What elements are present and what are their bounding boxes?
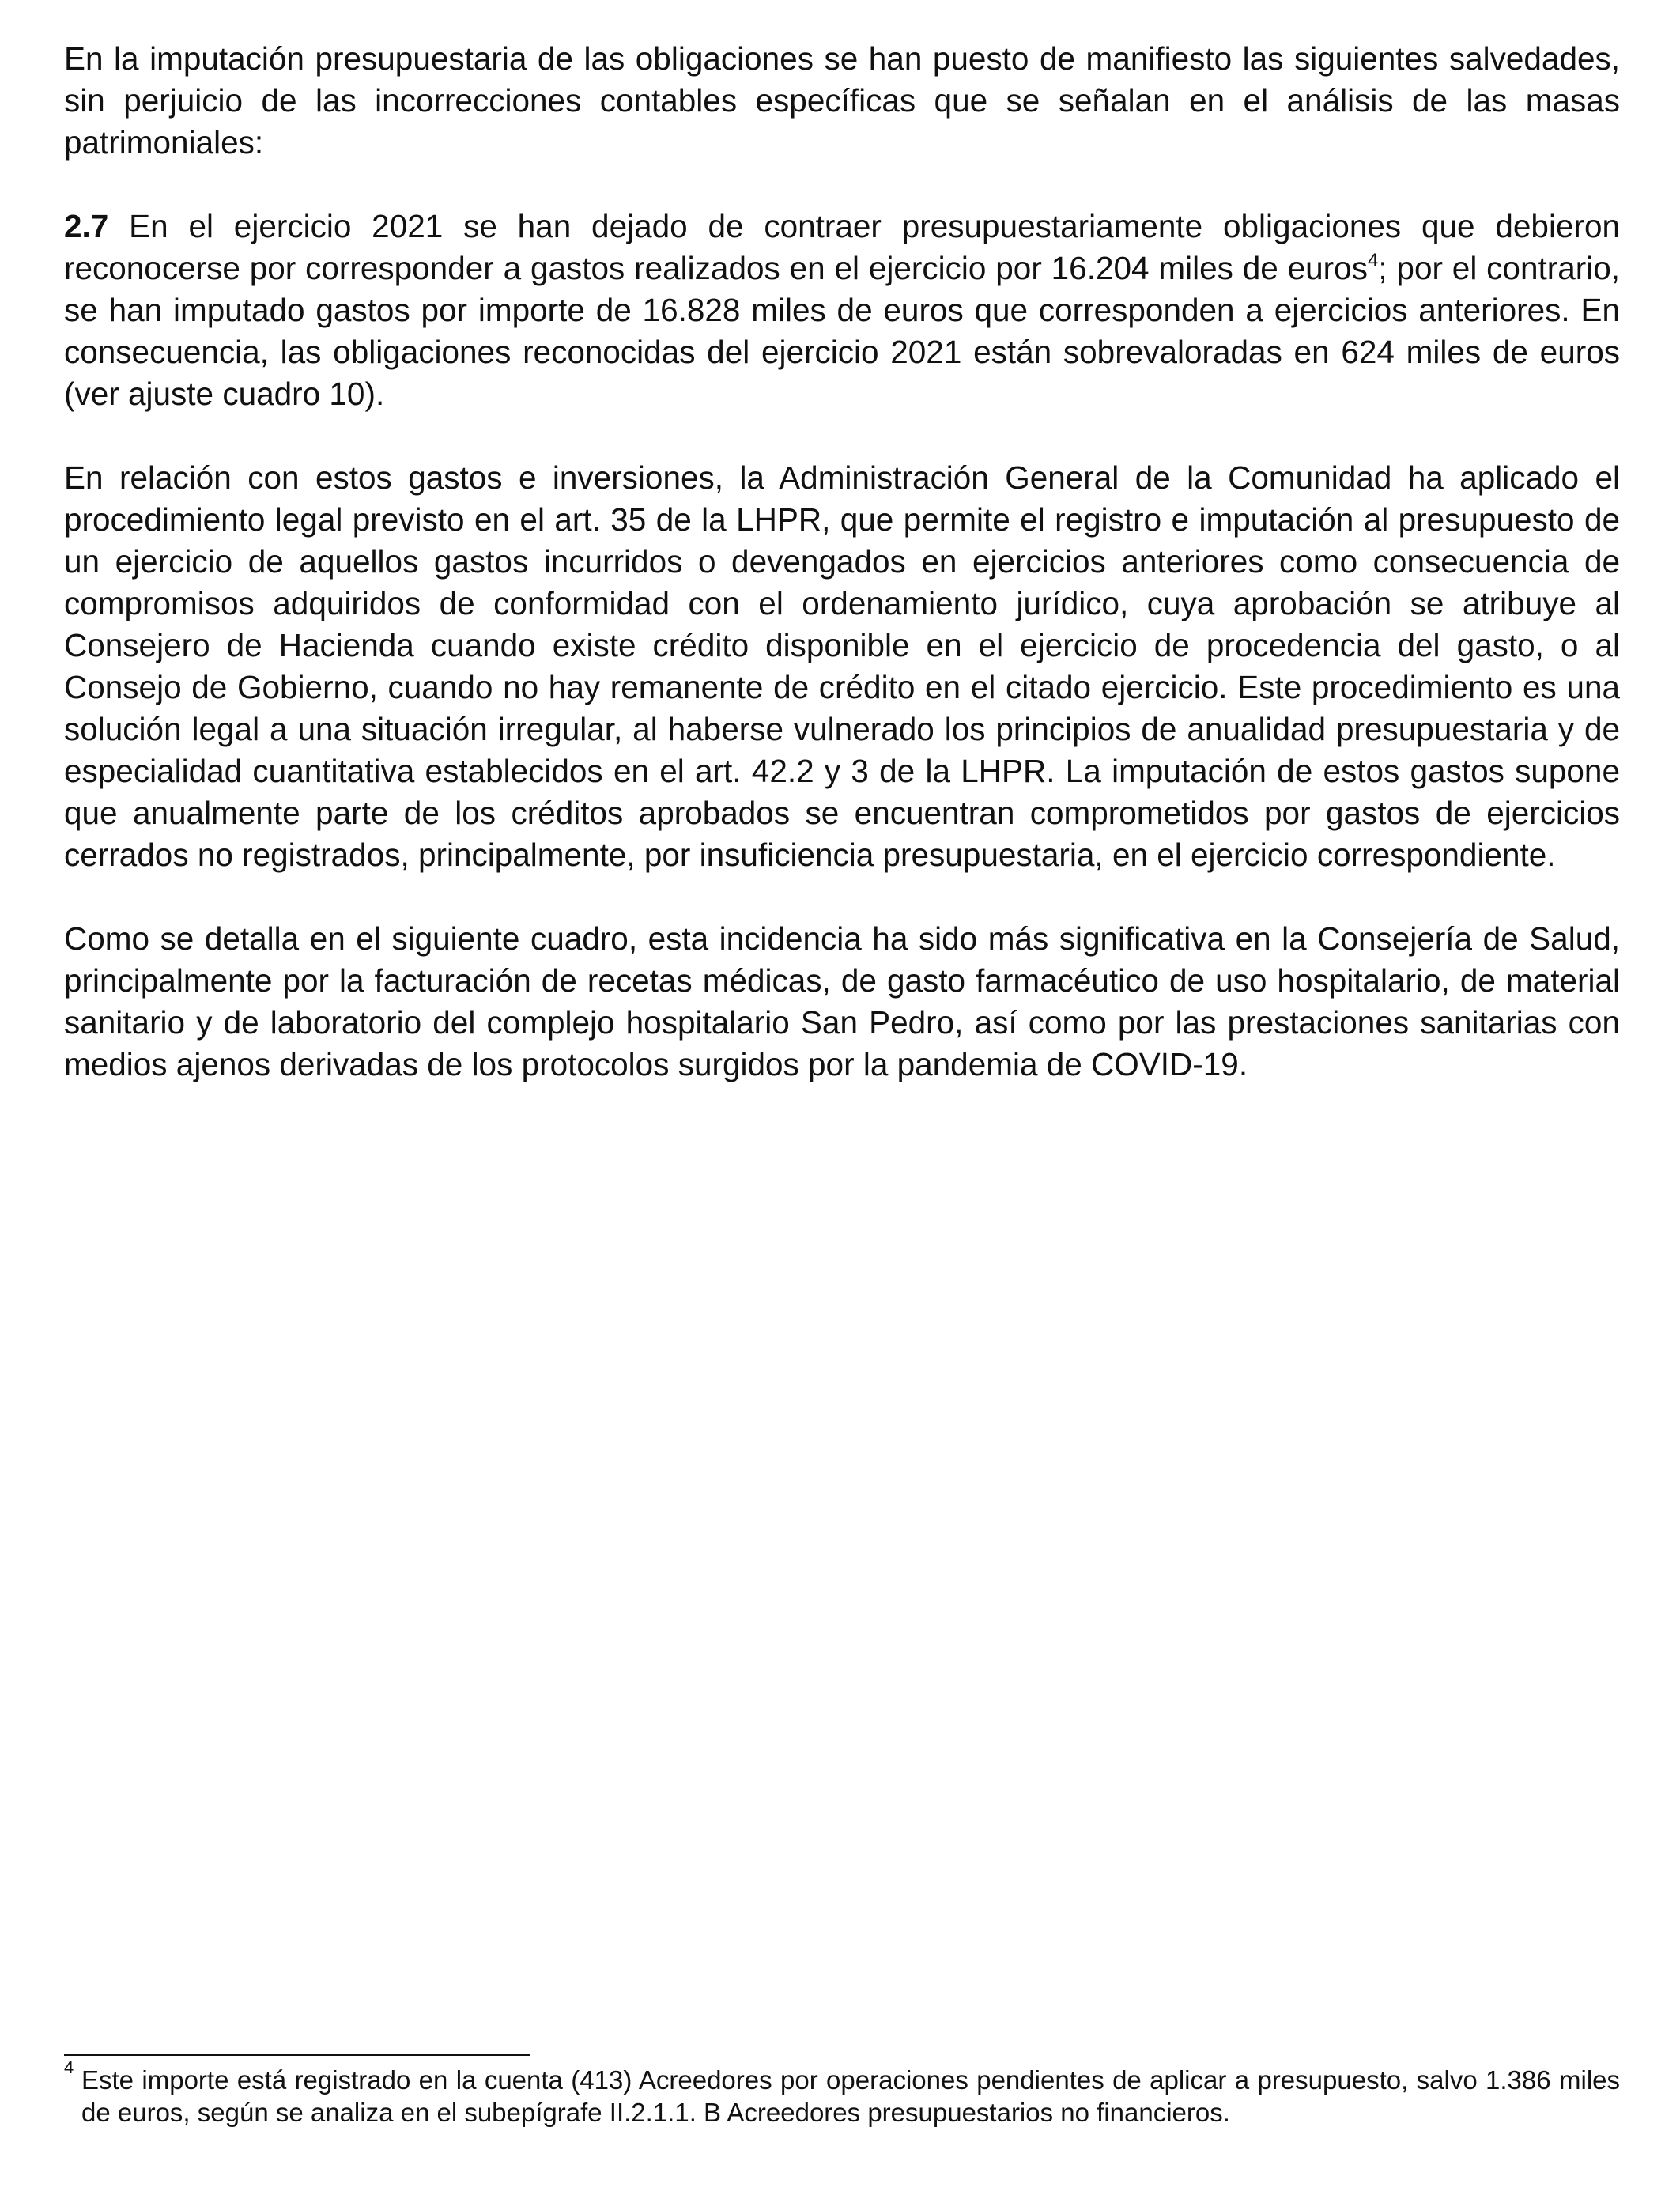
paragraph-2-7 <box>64 206 1620 415</box>
paragraph-intro: En la imputación presupuestaria de las obligaciones se han puesto de manifiesto las siguientes salvedades, sin perjuicio de las incorrecciones contables específicas que se señalan en el análisis de las masas patrimoniales: <box>64 40 1620 161</box>
footnote-area <box>64 2054 1620 2129</box>
paragraph-procedure: En relación con estos gastos e inversiones, la Administración General de la Comunidad ha aplicado el procedimiento legal previsto en el art. 35 de la LHPR, que permite el registro e imputación al presupuesto de un ejercicio de aquellos gastos incurridos o devengados en ejercicios anteriores como consecuencia de compromisos adquiridos de conformidad con el ordenamiento jurídico, cuya aprobación se atribuye al Consejero de Hacienda cuando existe crédito disponible en el ejercicio de procedencia del gasto, o al Consejo de Gobierno, cuando no hay remanente de crédito en el citado ejercicio. Este procedimiento es una solución legal a una situación irregular, al haberse vulnerado los principios de anualidad presupuestaria y de especialidad cuantitativa establecidos en el art. 42.2 y 3 de la LHPR. La imputación de estos gastos supone que anualmente parte de los créditos aprobados se encuentran comprometidos por gastos de ejercicios cerrados no registrados, principalmente, por insuficiencia presupuestaria, en el ejercicio correspondiente. <box>64 459 1620 873</box>
footnote-mark: 4 <box>64 2057 74 2077</box>
paragraph-2-7-text-b: ; por el contrario, se han imputado gastos por importe de 16.828 miles de euros que corresponden a ejercicios anteriores. En consecuencia, las obligaciones reconocidas del ejercicio 2021 están sobrevaloradas en 624 miles de euros (ver ajuste cuadro 10). <box>64 250 1620 412</box>
paragraph-2-7-text-a: En el ejercicio 2021 se han dejado de contraer presupuestariamente obligaciones que debieron reconocerse por corresponder a gastos realizados en el ejercicio por 16.204 miles de euros <box>64 208 1620 286</box>
footnote-4 <box>64 2057 1620 2129</box>
footnote-text: Este importe está registrado en la cuenta (413) Acreedores por operaciones pendientes de aplicar a presupuesto, salvo 1.386 miles de euros, según se analiza en el subepígrafe II.2.1.1. B Acreedores presupuestarios no financieros. <box>81 2065 1620 2127</box>
paragraph-number: 2.7 <box>64 208 109 244</box>
document-body <box>64 38 1620 1128</box>
footnote-separator <box>64 2054 530 2056</box>
paragraph-detail: Como se detalla en el siguiente cuadro, esta incidencia ha sido más significativa en la Consejería de Salud, principalmente por la facturación de recetas médicas, de gasto farmacéutico de uso hospitalario, de material sanitario y de laboratorio del complejo hospitalario San Pedro, así como por las prestaciones sanitarias con medios ajenos derivadas de los protocolos surgidos por la pandemia de COVID-19. <box>64 920 1620 1082</box>
footnote-reference[interactable]: 4 <box>1367 249 1379 271</box>
